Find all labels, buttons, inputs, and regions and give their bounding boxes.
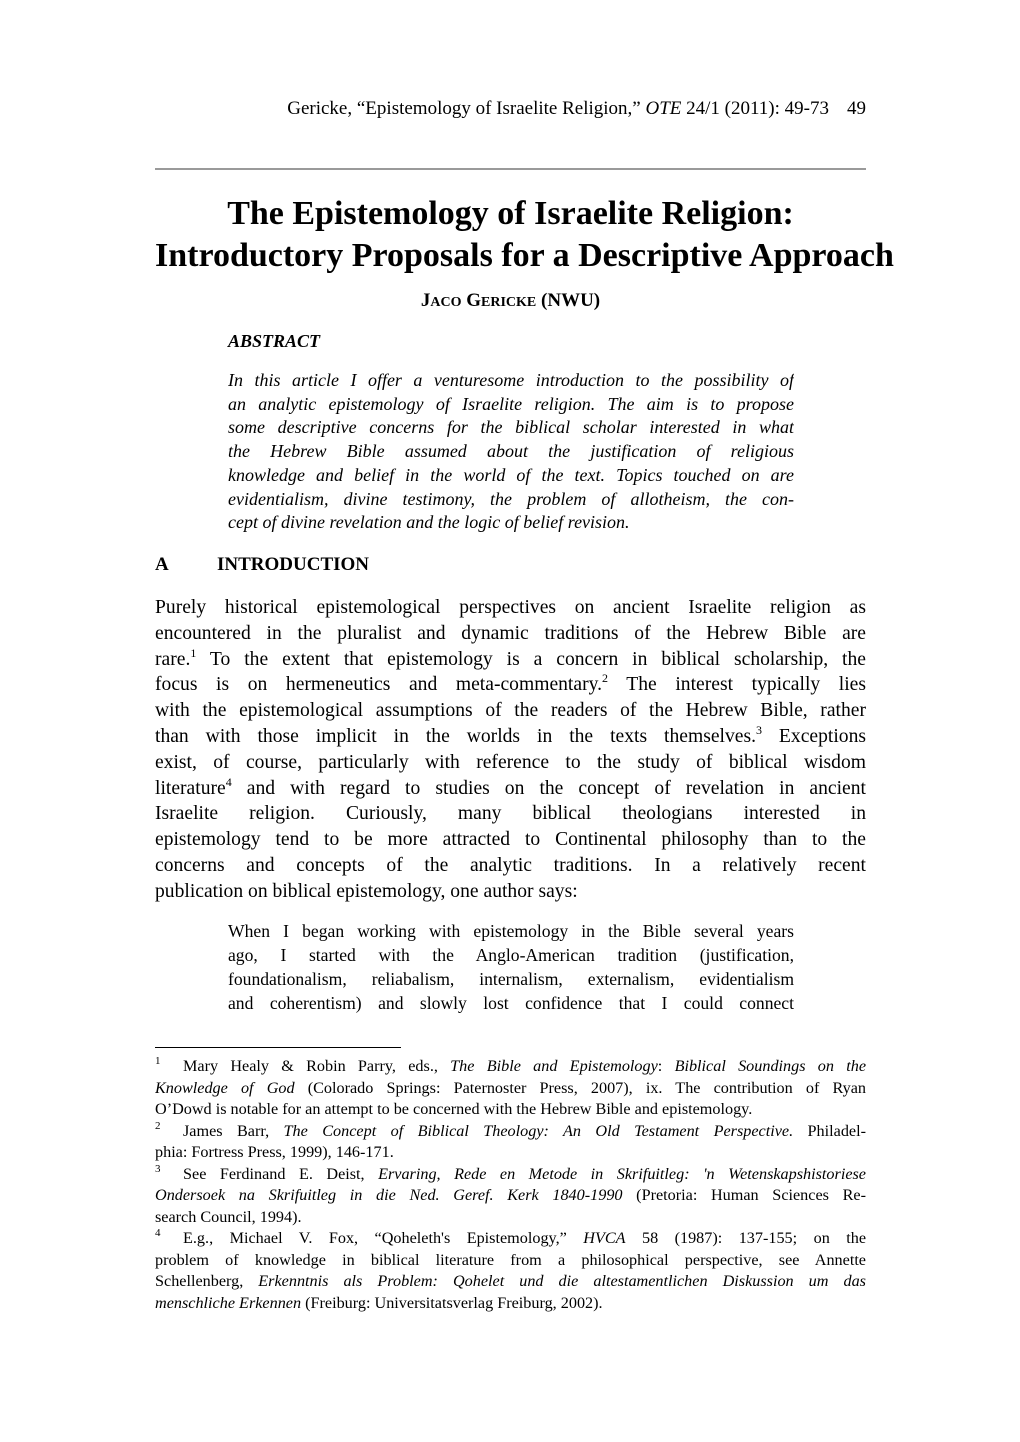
footnote-title: The Concept of Biblical Theology: An Old Testament Perspective. bbox=[283, 1121, 794, 1140]
section-title: INTRODUCTION bbox=[217, 554, 370, 575]
quote-line: and coherentism) and slowly lost confidence that I could connect bbox=[228, 993, 794, 1013]
abstract-line: the Hebrew Bible assumed about the justification of religious bbox=[228, 441, 794, 462]
footnote-text: : bbox=[657, 1057, 675, 1075]
section-heading bbox=[155, 553, 369, 577]
footnote-text: 58 (1987): 137-155; on the bbox=[625, 1229, 866, 1247]
quote-line: When I began working with epistemology in the Bible several years bbox=[228, 921, 794, 941]
footnote-3: 3 See Ferdinand E. Deist, Ervaring, Rede en Metode in Skrifuitleg: 'n Wetenskapshistoriese bbox=[155, 1163, 866, 1183]
footnote-text: Philadel- bbox=[793, 1121, 866, 1140]
running-head-issue: 24/1 (2011): 49-73 bbox=[681, 98, 829, 119]
running-head-journal: OTE bbox=[645, 98, 682, 119]
body-line: encountered in the pluralist and dynamic traditions of the Hebrew Bible are bbox=[155, 622, 866, 644]
body-text-run: To the extent that epistemology is a concern in biblical scholarship, the bbox=[196, 648, 866, 670]
running-head bbox=[155, 97, 866, 121]
body-line: with the epistemological assumptions of the readers of the Hebrew Bible, rather bbox=[155, 700, 866, 722]
footnote-title: Knowledge of God bbox=[155, 1078, 295, 1097]
article-title-line-1: The Epistemology of Israelite Religion: bbox=[227, 195, 794, 232]
footnote-1-cont bbox=[155, 1078, 866, 1100]
footnote-rule bbox=[155, 1047, 401, 1048]
footnote-title: Ondersoek na Skrifuitleg in die Ned. Geref. Kerk 1840-1990 bbox=[155, 1186, 623, 1204]
footnote-4-cont bbox=[155, 1250, 866, 1272]
body-line bbox=[155, 672, 866, 698]
footnote-4-cont bbox=[155, 1271, 866, 1293]
abstract-line: In this article I offer a venturesome introduction to the possibility of bbox=[228, 370, 794, 390]
body-text-run: The interest typically lies bbox=[608, 674, 866, 696]
body-line bbox=[155, 724, 866, 750]
body-line bbox=[155, 776, 866, 802]
running-head-author: Gericke, bbox=[287, 98, 357, 119]
abstract-line: an analytic epistemology of Israelite religion. The aim is to propose bbox=[228, 393, 794, 414]
footnote-ref-1[interactable]: 1 bbox=[190, 646, 197, 660]
header-rule bbox=[155, 168, 866, 170]
footnotes bbox=[155, 1056, 866, 1314]
abstract-line: evidentialism, divine testimony, the problem of allotheism, the con- bbox=[228, 488, 794, 509]
body-line: exist, of course, particularly with reference to the study of biblical wisdom bbox=[155, 751, 866, 773]
footnote-title: The Bible and Epistemology bbox=[450, 1057, 658, 1075]
footnote-title: Ervaring, Rede en Metode in Skrifuitleg: 'n Wetenskapshistoriese bbox=[378, 1164, 866, 1183]
author-last-initial: G bbox=[466, 290, 482, 311]
abstract-line: cept of divine revelation and the logic of belief revision. bbox=[228, 512, 630, 533]
footnote-text: search Council, 1994). bbox=[155, 1207, 302, 1226]
footnote-text: Mary Healy & Robin Parry, eds., bbox=[183, 1057, 451, 1075]
body-text-run: and with regard to studies on the concept of revelation in ancient bbox=[231, 777, 866, 799]
footnote-4-cont bbox=[155, 1293, 866, 1315]
footnote-text: E.g., Michael V. Fox, “Qoheleth's Epistemology,” bbox=[183, 1229, 584, 1247]
footnote-title: Erkenntnis als Problem: Qohelet und die altestamentlichen Diskussion um das bbox=[258, 1272, 866, 1290]
body-line: Purely historical epistemological perspectives on ancient Israelite religion as bbox=[155, 597, 866, 618]
footnote-1-cont bbox=[155, 1099, 866, 1121]
body-text-run: rare. bbox=[155, 648, 191, 670]
abstract-line: some descriptive concerns for the biblical scholar interested in what bbox=[228, 417, 794, 438]
footnote-2: 2 James Barr, The Concept of Biblical Theology: An Old Testament Perspective. Philadel- bbox=[155, 1120, 866, 1140]
footnote-title: Biblical Soundings on the bbox=[674, 1057, 866, 1075]
footnote-ref-3[interactable]: 3 bbox=[755, 723, 762, 737]
block-quote bbox=[228, 919, 794, 1015]
footnote-text: (Colorado Springs: Paternoster Press, 2007), ix. The contribution of Ryan bbox=[294, 1078, 866, 1097]
footnote-text: (Freiburg: Universitatsverlag Freiburg, 2002). bbox=[301, 1293, 603, 1312]
footnote-1: 1 Mary Healy & Robin Parry, eds., The Bible and Epistemology: Biblical Soundings on the bbox=[155, 1056, 866, 1075]
footnote-text: phia: Fortress Press, 1999), 146-171. bbox=[155, 1143, 394, 1161]
section-letter: A bbox=[155, 554, 169, 575]
abstract-text bbox=[228, 369, 794, 535]
author-line bbox=[155, 289, 866, 315]
footnote-text: (Pretoria: Human Sciences Re- bbox=[622, 1186, 866, 1204]
footnote-ref-4[interactable]: 4 bbox=[225, 775, 232, 789]
running-head-article-title: “Epistemology of Israelite Religion,” bbox=[356, 98, 646, 119]
quote-line: foundationalism, reliabalism, internalism, externalism, evidentialism bbox=[228, 969, 794, 989]
author-affiliation: (NWU) bbox=[536, 290, 601, 311]
footnote-text: James Barr, bbox=[183, 1121, 284, 1140]
footnote-text: See Ferdinand E. Deist, bbox=[183, 1164, 379, 1183]
article-title-line-2: Introductory Proposals for a Descriptive Approach bbox=[155, 237, 894, 274]
footnote-3-cont bbox=[155, 1207, 866, 1229]
article-title bbox=[155, 193, 894, 277]
body-paragraph bbox=[155, 595, 866, 905]
body-line bbox=[155, 647, 866, 673]
body-line: publication on biblical epistemology, one author says: bbox=[155, 880, 578, 902]
abstract-heading: ABSTRACT bbox=[228, 331, 321, 351]
author-last-rest: ERICKE bbox=[481, 295, 537, 310]
quote-line: ago, I started with the Anglo-American tradition (justification, bbox=[228, 945, 794, 965]
footnote-ref-2[interactable]: 2 bbox=[602, 672, 609, 686]
abstract-line: knowledge and belief in the world of the text. Topics touched on are bbox=[228, 464, 794, 485]
body-text-run: than with those implicit in the worlds in the texts themselves. bbox=[155, 725, 756, 747]
footnote-4: 4 E.g., Michael V. Fox, “Qoheleth's Epistemology,” HVCA 58 (1987): 137-155; on the bbox=[155, 1228, 866, 1247]
footnote-title: menschliche Erkennen bbox=[155, 1293, 302, 1312]
footnote-title: HVCA bbox=[583, 1229, 626, 1247]
footnote-text: problem of knowledge in biblical literature from a philosophical perspective, see Annette bbox=[155, 1250, 866, 1269]
author-first-rest: ACO bbox=[430, 295, 462, 310]
page-number: 49 bbox=[847, 98, 866, 119]
body-text-run: Exceptions bbox=[761, 725, 866, 747]
body-line: Israelite religion. Curiously, many biblical theologians interested in bbox=[155, 803, 866, 825]
footnote-2-cont bbox=[155, 1142, 866, 1164]
body-line: epistemology tend to be more attracted to Continental philosophy than to the bbox=[155, 829, 866, 851]
body-text-run: literature bbox=[155, 777, 226, 799]
body-line: concerns and concepts of the analytic traditions. In a relatively recent bbox=[155, 854, 866, 876]
footnote-text: O’Dowd is notable for an attempt to be concerned with the Hebrew Bible and epistemology. bbox=[155, 1100, 753, 1118]
footnote-text: Schellenberg, bbox=[155, 1272, 259, 1290]
author-first-initial: J bbox=[420, 290, 431, 311]
body-text-run: focus is on hermeneutics and meta-commentary. bbox=[155, 674, 603, 696]
footnote-3-cont bbox=[155, 1185, 866, 1207]
